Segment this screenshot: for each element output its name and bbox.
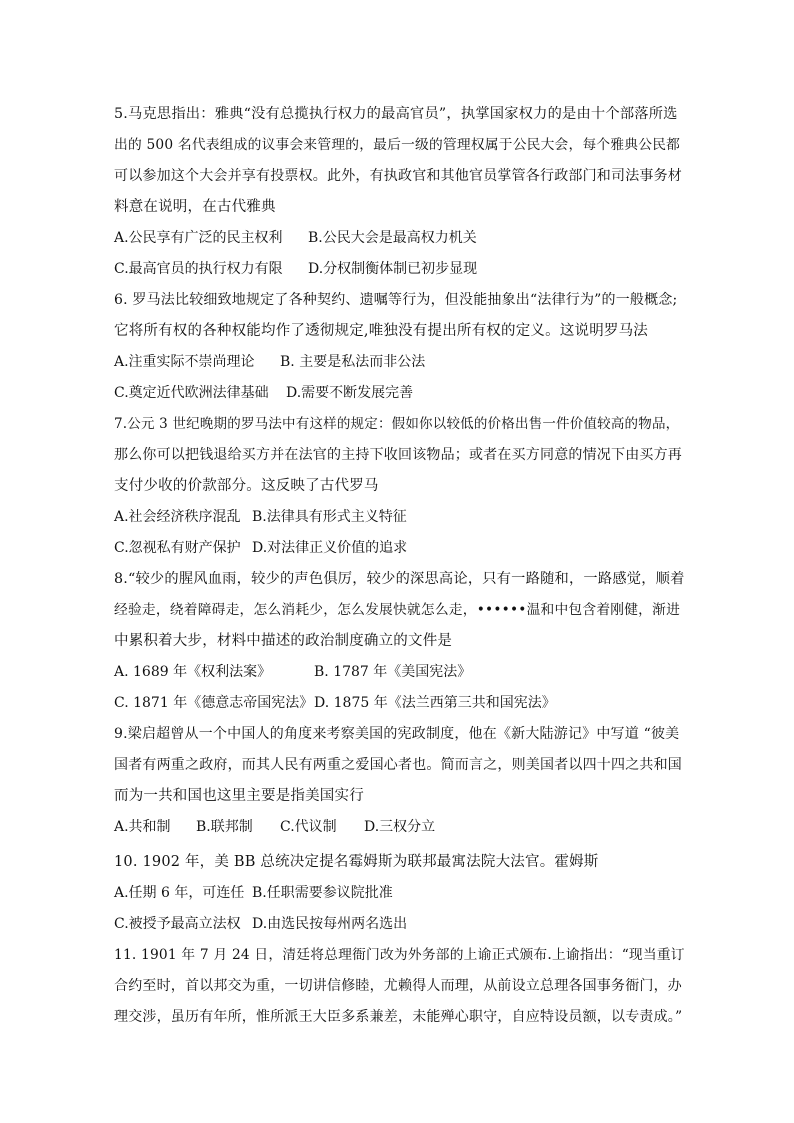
q5-option-a: A.公民享有广泛的民主权利 — [114, 230, 283, 246]
q9-stem-line-2: 国者有两重之政府，而其人民有两重之爱国心者也。简而言之，则美国者以四十四之共和国 — [114, 757, 682, 773]
q7-stem-line-1: 7.公元 3 世纪晚期的罗马法中有这样的规定：假如你以较低的价格出售一件价值较高的物品， — [114, 416, 680, 432]
q7-option-b: B.法律具有形式主义特征 — [252, 509, 407, 525]
q5-option-b: B.公民大会是最高权力机关 — [308, 230, 477, 246]
q6-option-c: C.奠定近代欧洲法律基础 — [114, 385, 269, 401]
q9-stem-line-3: 而为一共和国也这里主要是指美国实行 — [114, 788, 364, 804]
q8-stem-line-3: 中累积着大步，材料中描述的政治制度确立的文件是 — [114, 633, 453, 649]
q11-stem-line-2: 合约至时，首以邦交为重，一切讲信修睦，尤赖得人而理，从前设立总理各国事务衙门，办 — [114, 978, 682, 994]
q5-stem-line-2: 出的 500 名代表组成的议事会来管理的，最后一级的管理权属于公民大会，每个雅典公民都 — [114, 137, 681, 153]
q6-stem-line-2: 它将所有权的各种权能均作了透彻规定,唯独没有提出所有权的定义。这说明罗马法 — [114, 323, 649, 339]
q9-option-c: C.代议制 — [280, 819, 337, 835]
q6-option-a: A.注重实际不崇尚理论 — [114, 354, 255, 370]
q6-stem-line-1: 6. 罗马法比较细致地规定了各种契约、遗嘱等行为，但没能抽象出“法律行为”的一般概念; — [114, 292, 678, 308]
q5-stem-line-1: 5.马克思指出：雅典“没有总揽执行权力的最高官员”，执掌国家权力的是由十个部落所选 — [114, 106, 678, 122]
q7-option-a: A.社会经济秩序混乱 — [114, 509, 241, 525]
q11-stem-line-1: 11. 1901 年 7 月 24 日，清廷将总理衙门改为外务部的上谕正式颁布.上谕指出：“现当重订 — [114, 947, 685, 963]
q8-option-d: D. 1875 年《法兰西第三共和国宪法》 — [314, 695, 556, 711]
q8-stem-line-1: 8.“较少的腥风血雨，较少的声色俱厉，较少的深思高论，只有一路随和，一路感觉，顺着 — [114, 571, 685, 587]
q9-stem-line-1: 9.梁启超曾从一个中国人的角度来考察美国的宪政制度，他在《新大陆游记》中写道 “彼美 — [114, 726, 680, 742]
q9-option-b: B.联邦制 — [196, 819, 253, 835]
q7-option-c: C.忽视私有财产保护 — [114, 540, 241, 556]
q10-option-b: B.任职需要参议院批准 — [252, 885, 393, 901]
q5-option-c: C.最高官员的执行权力有限 — [114, 261, 283, 277]
q7-option-d: D.对法律正义价值的追求 — [252, 540, 408, 556]
q6-option-b: B. 主要是私法而非公法 — [280, 354, 426, 370]
q7-stem-line-3: 支付少收的价款部分。这反映了古代罗马 — [114, 478, 379, 494]
q8-stem-line-2: 经验走，绕着障碍走，怎么消耗少，怎么发展快就怎么走，••••••温和中包含着刚健，渐进 — [114, 602, 681, 618]
q10-option-d: D.由选民按每州两名选出 — [252, 916, 408, 932]
q10-stem-line-1: 10. 1902 年，美 BB 总统决定提名霉姆斯为联邦最寓法院大法官。霍姆斯 — [114, 854, 599, 870]
q8-option-b: B. 1787 年《美国宪法》 — [314, 664, 472, 680]
q10-option-c: C.被授予最高立法权 — [114, 916, 241, 932]
q8-option-a: A. 1689 年《权利法案》 — [114, 664, 272, 680]
q5-option-d: D.分权制衡体制已初步显现 — [308, 261, 478, 277]
q8-option-c: C. 1871 年《德意志帝国宪法》 — [114, 695, 314, 711]
q10-option-a: A.任期 6 年，可连任 — [114, 885, 245, 901]
q5-stem-line-4: 料意在说明，在古代雅典 — [114, 199, 276, 215]
q9-option-d: D.三权分立 — [364, 819, 436, 835]
q5-stem-line-3: 可以参加这个大会并享有投票权。此外，有执政官和其他官员掌管各行政部门和司法事务材 — [114, 168, 682, 184]
q11-stem-line-3: 理交涉，虽历有年所，惟所派王大臣多系兼差，未能殚心职守，自应特设员额，以专责成。” — [114, 1009, 683, 1025]
q9-option-a: A.共和制 — [114, 819, 171, 835]
q6-option-d: D.需要不断发展完善 — [286, 385, 414, 401]
q7-stem-line-2: 那么你可以把钱退给买方并在法官的主持下收回该物品；或者在买方同意的情况下由买方再 — [114, 447, 682, 463]
